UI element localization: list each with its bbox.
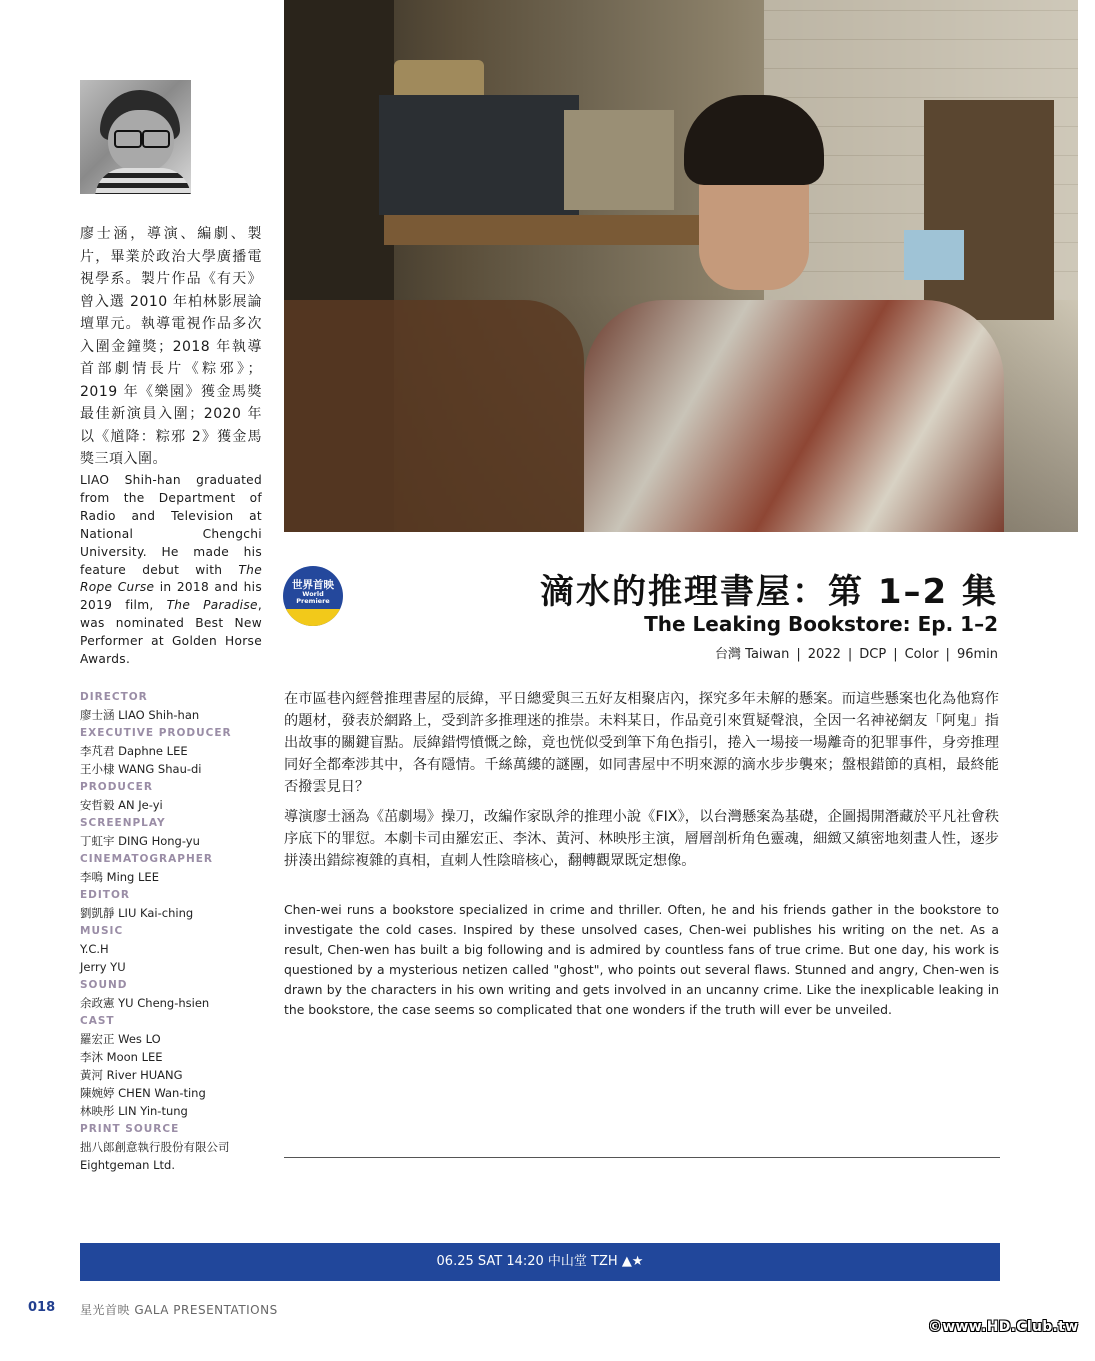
director-portrait xyxy=(80,80,191,194)
credit-role: CAST xyxy=(80,1015,115,1027)
director-bio-zh: 廖士涵，導演、編劇、製片，畢業於政治大學廣播電視學系。製片作品《有天》曾入選 2010 年柏林影展論壇單元。執導電視作品多次入圍金鐘獎；2018 年執導首部劇情長片《粽邪》；2019 年《樂園》獲金馬獎最佳新演員入圍；2020 年以《馗降：粽邪 2》獲金馬獎三項入圍。 xyxy=(80,226,262,467)
film-country: 台灣 Taiwan xyxy=(715,647,790,662)
film-title-zh: 滴水的推理書屋：第 1–2 集 xyxy=(540,572,998,612)
film-title-paradise: The Paradise xyxy=(166,598,258,613)
credits-list xyxy=(80,688,280,1174)
film-still xyxy=(284,0,1078,532)
film-year: 2022 xyxy=(807,647,841,662)
credit-role: EDITOR xyxy=(80,889,130,901)
credit-name: 安哲毅 AN Je-yi xyxy=(80,798,163,812)
credit-role: PRINT SOURCE xyxy=(80,1123,180,1135)
page-number: 018 xyxy=(28,1300,56,1315)
credit-name: Jerry YU xyxy=(80,960,126,974)
credit-role: CINEMATOGRAPHER xyxy=(80,853,213,865)
film-format: DCP xyxy=(859,647,887,662)
credit-name: 李沐 Moon LEE xyxy=(80,1050,163,1064)
film-title-en: The Leaking Bookstore: Ep. 1–2 xyxy=(644,612,998,636)
credit-role: MUSIC xyxy=(80,925,124,937)
credit-name: 黃河 River HUANG xyxy=(80,1068,183,1082)
credit-name: 余政憲 YU Cheng-hsien xyxy=(80,996,210,1010)
director-bio-en: LIAO Shih-han graduated from the Department of Radio and Television at National Chengchi University. He made his feature debut with The Rope Curse in 2018 and his 2019 film, The Paradise, was nominated Best New Performer at Golden Horse Awards. xyxy=(80,473,262,667)
credit-name: 李鳴 Ming LEE xyxy=(80,870,159,884)
section-title: 星光首映 GALA PRESENTATIONS xyxy=(80,1303,278,1317)
credit-name: 陳婉婷 CHEN Wan-ting xyxy=(80,1086,206,1100)
screening-info-bar: 06.25 SAT 14:20 中山堂 TZH ▲★ xyxy=(80,1243,1000,1281)
credit-role: SOUND xyxy=(80,979,128,991)
synopsis-en: Chen-wei runs a bookstore specialized in crime and thriller. Often, he and his friends gather in the bookstore to investigate the cold cases. Inspired by these unsolved cases, Chen-wei publishes his writing on the net. As a result, Chen-wen has built a big following and is admired by countless fans of true crime. But one day, his work is questioned by a mysterious netizen called "ghost", who points out several flaws. Stunned and angry, Chen-wen is drawn by the characters in his own writing and gets involved in an uncanny crime. Like the inexplicable leaking in the bookstore, the case seems so complicated that one wonders if the truth will ever be unveiled. xyxy=(284,902,999,1017)
film-color: Color xyxy=(904,647,939,662)
synopsis-zh-paragraph-1: 在市區巷內經營推理書屋的辰緯，平日總愛與三五好友相聚店內，探究多年未解的懸案。而這些懸案也化為他寫作的題材，發表於網路上，受到許多推理迷的推崇。未料某日，作品竟引來質疑聲浪，全因一名神祕網友「阿鬼」指出故事的關鍵盲點。辰緯錯愕憤慨之餘，竟也恍似受到筆下角色指引，捲入一場接一場離奇的犯罪事件，身旁推理同好全都牽涉其中，各有隱情。千絲萬縷的謎團，如同書屋中不明來源的滴水步步襲來；盤根錯節的真相，最終能否撥雲見日？ xyxy=(284,691,999,795)
credit-name: 羅宏正 Wes LO xyxy=(80,1032,161,1046)
credit-name: 劉凱靜 LIU Kai-ching xyxy=(80,906,194,920)
world-premiere-badge: 世界首映 World Premiere xyxy=(283,566,343,626)
credit-name: 廖士涵 LIAO Shih-han xyxy=(80,708,200,722)
film-title-rope-curse: The Rope Curse xyxy=(80,562,262,595)
credit-role: DIRECTOR xyxy=(80,691,148,703)
credit-role: PRODUCER xyxy=(80,781,153,793)
credit-name: 林映彤 LIN Yin-tung xyxy=(80,1104,188,1118)
film-info: 台灣 Taiwan | 2022 | DCP | Color | 96min xyxy=(715,647,998,662)
synopsis-zh-paragraph-2: 導演廖士涵為《茁劇場》操刀，改編作家臥斧的推理小說《FIX》，以台灣懸案為基礎，企圖揭開潛藏於平凡社會秩序底下的罪愆。本劇卡司由羅宏正、李沐、黃河、林映彤主演，層層剖析角色靈魂，細緻又縝密地刻畫人性，逐步拼湊出錯綜複雜的真相，直刺人性陰暗核心，翻轉觀眾既定想像。 xyxy=(284,809,999,869)
credit-name: 丁虹宇 DING Hong-yu xyxy=(80,834,200,848)
credit-role: SCREENPLAY xyxy=(80,817,166,829)
watermark: ©www.HD.Club.tw xyxy=(928,1319,1079,1335)
credit-name: Y.C.H xyxy=(80,942,109,956)
divider xyxy=(284,1157,1000,1158)
credit-name: Eightgeman Ltd. xyxy=(80,1158,175,1172)
credit-name: 王小棣 WANG Shau-di xyxy=(80,762,202,776)
credit-role: EXECUTIVE PRODUCER xyxy=(80,727,232,739)
credit-name: 拙八郎創意執行股份有限公司 xyxy=(80,1140,230,1154)
credit-name: 李芃君 Daphne LEE xyxy=(80,744,188,758)
film-runtime: 96min xyxy=(956,647,998,662)
